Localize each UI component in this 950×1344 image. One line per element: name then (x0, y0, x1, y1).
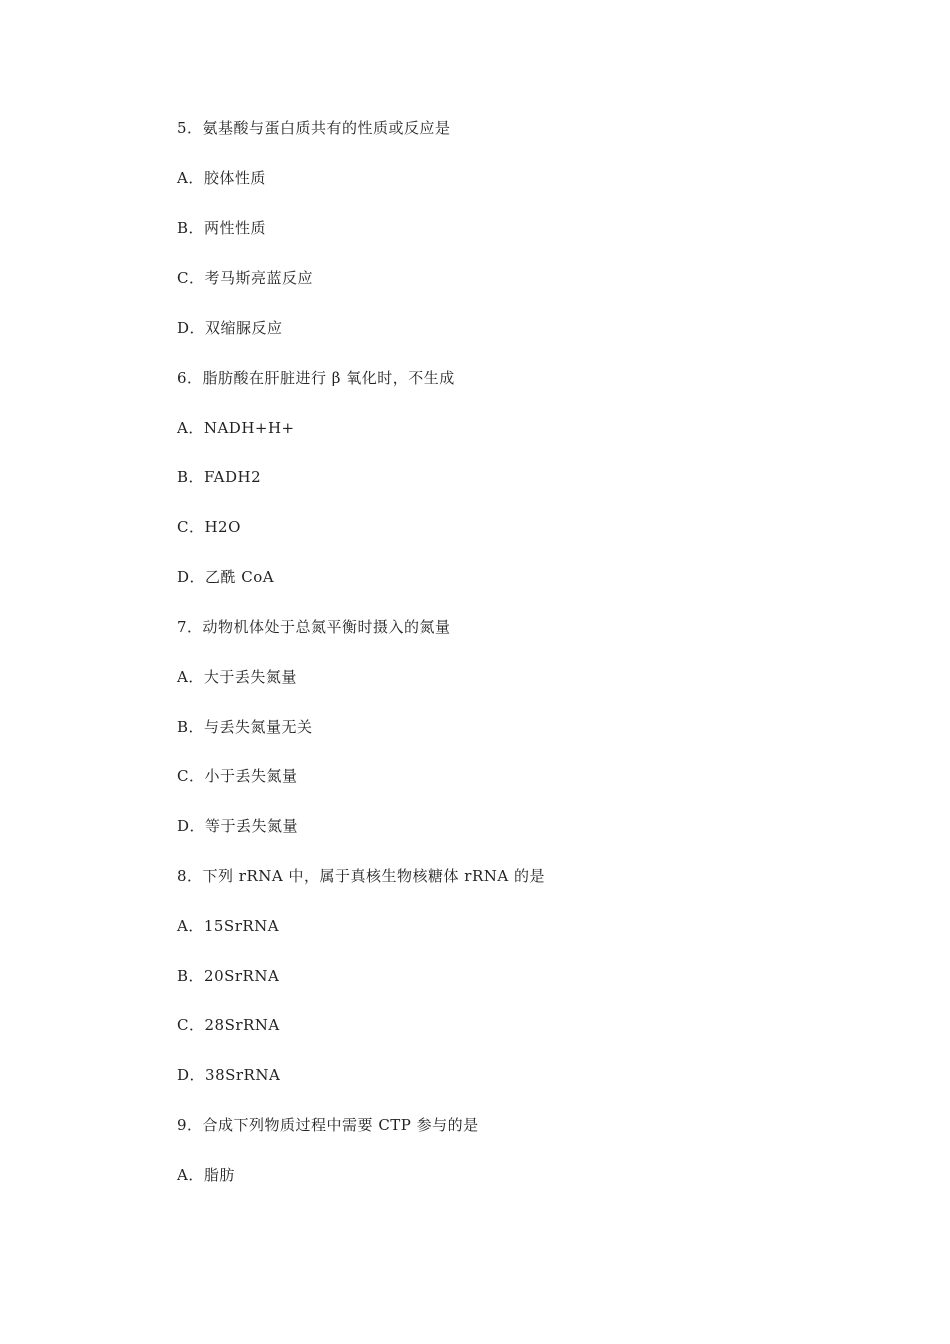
question-8-option-d: D．38SrRNA (177, 1066, 281, 1084)
question-6-option-d: D．乙酰 CoA (177, 568, 275, 586)
question-6-stem: 6．脂肪酸在肝脏进行 β 氧化时，不生成 (177, 369, 455, 387)
question-7-stem: 7．动物机体处于总氮平衡时摄入的氮量 (177, 618, 451, 636)
question-7-option-c: C．小于丢失氮量 (177, 767, 298, 785)
question-8-option-a: A．15SrRNA (177, 917, 280, 935)
question-5-option-c: C．考马斯亮蓝反应 (177, 269, 313, 287)
question-5-option-b: B．两性性质 (177, 219, 267, 237)
question-8-stem: 8．下列 rRNA 中，属于真核生物核糖体 rRNA 的是 (177, 867, 545, 885)
question-8-option-b: B．20SrRNA (177, 967, 280, 985)
question-9-stem: 9．合成下列物质过程中需要 CTP 参与的是 (177, 1116, 479, 1134)
question-5-option-d: D．双缩脲反应 (177, 319, 283, 337)
question-9-option-a: A．脂肪 (177, 1166, 235, 1184)
question-5-stem: 5．氨基酸与蛋白质共有的性质或反应是 (177, 119, 451, 137)
question-8-option-c: C．28SrRNA (177, 1016, 280, 1034)
question-6-option-c: C．H2O (177, 518, 241, 536)
question-7-option-a: A．大于丢失氮量 (177, 668, 297, 686)
question-7-option-d: D．等于丢失氮量 (177, 817, 299, 835)
question-6-option-a: A．NADH+H+ (177, 419, 295, 437)
question-6-option-b: B．FADH2 (177, 468, 262, 486)
question-7-option-b: B．与丢失氮量无关 (177, 718, 313, 736)
question-5-option-a: A．胶体性质 (177, 169, 266, 187)
